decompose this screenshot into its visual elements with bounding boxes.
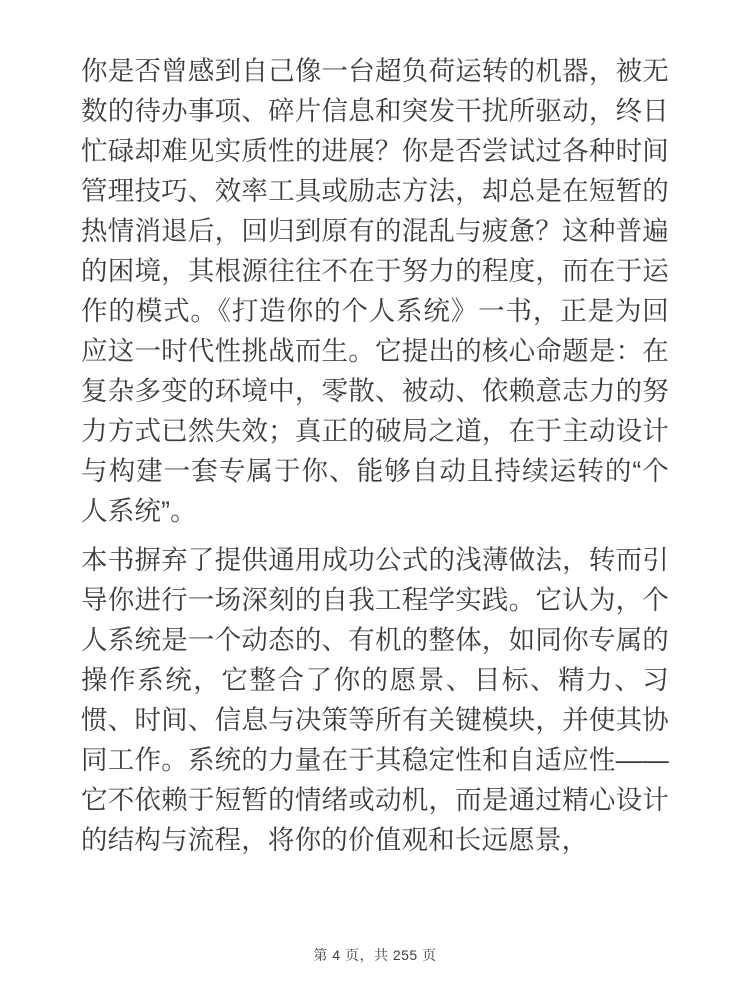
paragraph: 你是否曾感到自己像一台超负荷运转的机器，被无数的待办事项、碎片信息和突发干扰所驱动，终日忙碌却难见实质性的进展？你是否尝试过各种时间管理技巧、效率工具或励志方法，却总是在短暂的热情消退后，回归到原有的混乱与疲惫？这种普遍的困境，其根源往往不在于努力的程度，而在于运作的模式。《打造你的个人系统》一书，正是为回应这一时代性挑战而生。它提出的核心命题是：在复杂多变的环境中，零散、被动、依赖意志力的努力方式已然失效；真正的破局之道，在于主动设计与构建一套专属于你、能够自动且持续运转的“个人系统”。 <box>81 56 669 526</box>
page-content <box>81 51 669 869</box>
paragraph: 本书摒弃了提供通用成功公式的浅薄做法，转而引导你进行一场深刻的自我工程学实践。它认为，个人系统是一个动态的、有机的整体，如同你专属的操作系统，它整合了你的愿景、目标、精力、习惯、时间、信息与决策等所有关键模块，并使其协同工作。系统的力量在于其稳定性和自适应性——它不依赖于短暂的情绪或动机，而是通过精心设计的结构与流程，将你的价值观和长远愿景， <box>81 545 669 855</box>
page-indicator: 第 4 页，共 255 页 <box>313 947 437 963</box>
